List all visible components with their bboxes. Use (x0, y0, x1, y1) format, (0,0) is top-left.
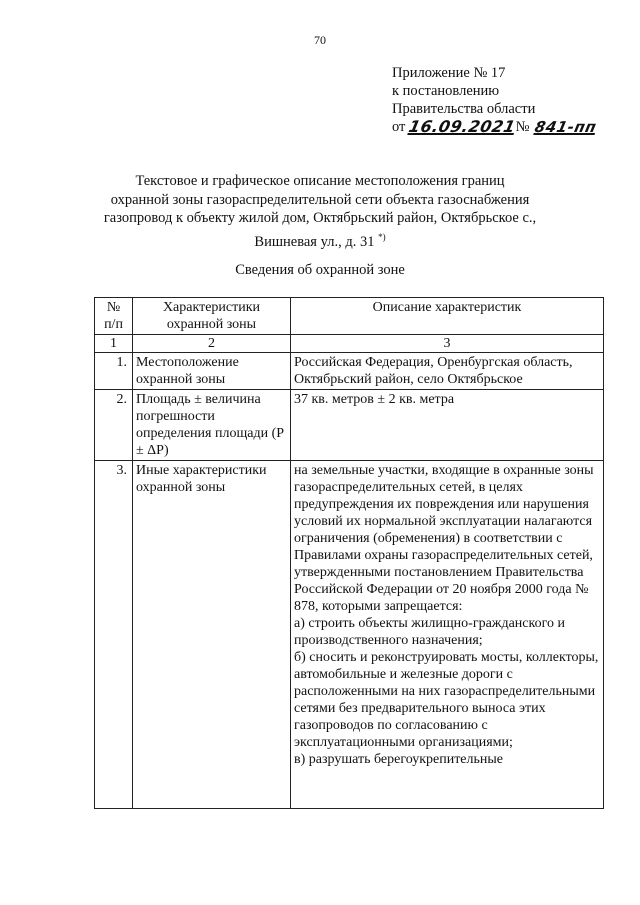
restriction-item-a: а) строить объекты жилищно-гражданского и производственного назначения; (294, 616, 565, 648)
row-number: 2. (95, 390, 133, 461)
appendix-block (392, 64, 597, 136)
footnote-mark: *) (378, 231, 386, 242)
title-line-3: газопровод к объекту жилой дом, Октябрьский район, Октябрьское с., (103, 210, 537, 226)
table-header-row (95, 298, 604, 335)
index-cell-1: 1 (95, 335, 133, 353)
number-sign: № (515, 119, 530, 135)
row-characteristic: Местоположение охранной зоны (133, 353, 291, 390)
page-number: 70 (314, 33, 326, 47)
title-address-end: Вишневая ул., д. 31 (254, 233, 375, 250)
row-characteristic: Площадь ± величина погрешности определения площади (P ± ΔP) (133, 390, 291, 461)
header-description: Описание характеристик (291, 298, 604, 335)
header-number (95, 298, 133, 335)
index-cell-3: 3 (291, 335, 604, 353)
appendix-line-3: Правительства области (392, 101, 536, 117)
section-subtitle: Сведения об охранной зоне (235, 262, 405, 278)
restrictions-intro: на земельные участки, входящие в охранные зоны газораспределительных сетей, в целях предупреждения их повреждения или нарушения условий их нормальной эксплуатации налагаются ограничения (обременения) в соответствии с Правилами охраны газораспределительных сетей, утвержденными постановлением Правительства Российской Федерации от 20 ноября 2000 года № 878, которыми запрещается: (294, 463, 594, 614)
appendix-date-line (392, 118, 597, 136)
row-description: 37 кв. метров ± 2 кв. метра (291, 390, 604, 461)
restriction-item-b: б) сносить и реконструировать мосты, коллекторы, автомобильные и железные дороги с расположенными на них газораспределительными сетями без предварительного выноса этих газопроводов по согласованию с эксплуатационными организациями; (294, 650, 599, 750)
appendix-line-2: к постановлению (392, 83, 500, 99)
handwritten-date: 16.09.2021 (407, 117, 518, 136)
row-number: 3. (95, 461, 133, 809)
protection-zone-table (94, 297, 604, 809)
row-description (291, 461, 604, 809)
row-characteristic: Иные характеристики охранной зоны (133, 461, 291, 809)
row-number: 1. (95, 353, 133, 390)
index-cell-2: 2 (133, 335, 291, 353)
table-row (95, 461, 604, 809)
table-index-row (95, 335, 604, 353)
header-number-sign: № (106, 300, 121, 315)
table-row (95, 353, 604, 390)
document-title (60, 172, 580, 251)
handwritten-number: 841-пп (533, 118, 599, 136)
title-line-2: охранной зоны газораспределительной сети объекта газоснабжения (110, 191, 530, 208)
title-line-4 (60, 228, 580, 251)
restriction-item-c: в) разрушать берегоукрепительные (294, 752, 504, 767)
appendix-title: Приложение № 17 (392, 65, 506, 81)
header-number-pp: п/п (104, 317, 123, 332)
header-characteristics: Характеристики охранной зоны (133, 298, 291, 335)
row-description: Российская Федерация, Оренбургская область, Октябрьский район, село Октябрьское (291, 353, 604, 390)
appendix-from-prefix: от (392, 119, 406, 135)
table-row (95, 390, 604, 461)
title-line-1: Текстовое и графическое описание местоположения границ (135, 173, 505, 189)
